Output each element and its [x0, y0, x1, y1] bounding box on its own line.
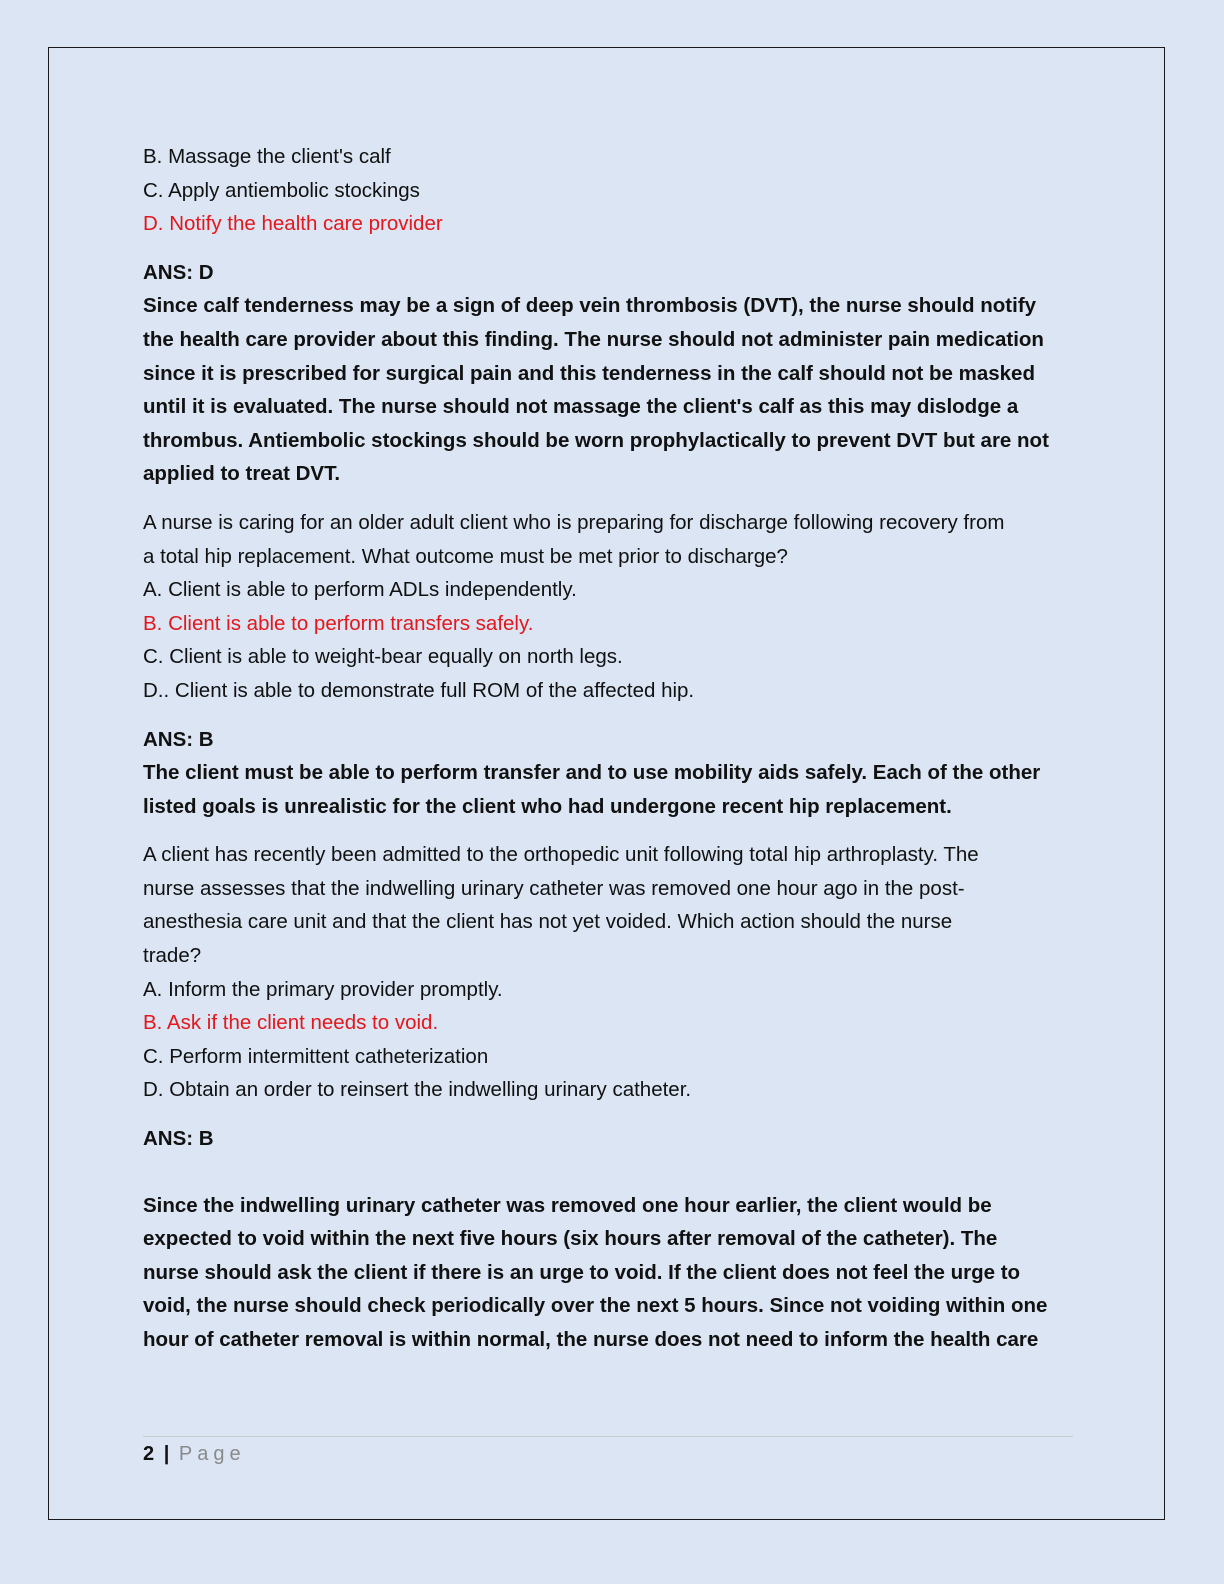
q3-explanation [143, 1189, 1078, 1357]
explanation-line: Since the indwelling urinary catheter was removed one hour earlier, the client would be [143, 1193, 992, 1217]
explanation-line: void, the nurse should check periodically over the next 5 hours. Since not voiding within one [143, 1294, 1048, 1318]
option-a: A. Client is able to perform ADLs independently. [143, 578, 577, 602]
explanation-line: applied to treat DVT. [143, 462, 341, 486]
q3-answer: ANS: B [143, 1127, 214, 1151]
q2-options [143, 573, 1078, 707]
explanation-line: expected to void within the next five hours (six hours after removal of the catheter). The [143, 1227, 998, 1251]
explanation-line: since it is prescribed for surgical pain and this tenderness in the calf should not be masked [143, 361, 1035, 385]
explanation-line: The client must be able to perform transfer and to use mobility aids safely. Each of the other [143, 761, 1041, 785]
option-b-correct: B. Ask if the client needs to void. [143, 1011, 439, 1035]
q1-answer: ANS: D [143, 260, 214, 284]
explanation-line: the health care provider about this finding. The nurse should not administer pain medication [143, 327, 1044, 351]
page-footer [143, 1440, 246, 1468]
explanation-line: nurse should ask the client if there is an urge to void. If the client does not feel the urge to [143, 1260, 1021, 1284]
q1-explanation [143, 289, 1078, 491]
question-line: trade? [143, 944, 202, 968]
page-label: Page [178, 1443, 246, 1465]
q2-answer: ANS: B [143, 727, 214, 751]
question-line: a total hip replacement. What outcome must be met prior to discharge? [143, 544, 788, 568]
q2-explanation [143, 756, 1078, 823]
option-c: C. Apply antiembolic stockings [143, 178, 420, 202]
q3-options [143, 973, 1078, 1107]
q2-question [143, 506, 1078, 573]
explanation-line: Since calf tenderness may be a sign of deep vein thrombosis (DVT), the nurse should notify [143, 294, 1037, 318]
q3-question [143, 838, 1078, 972]
question-line: A nurse is caring for an older adult client who is preparing for discharge following recovery from [143, 510, 1005, 534]
page-number: 2 [143, 1443, 155, 1465]
option-d: D. Obtain an order to reinsert the indwelling urinary catheter. [143, 1078, 692, 1102]
explanation-line: thrombus. Antiembolic stockings should be worn prophylactically to prevent DVT but are not [143, 428, 1049, 452]
explanation-line: until it is evaluated. The nurse should not massage the client's calf as this may dislodge a [143, 395, 1019, 419]
document-body [143, 140, 1078, 1357]
footer-divider [143, 1436, 1073, 1437]
option-c: C. Perform intermittent catheterization [143, 1044, 489, 1068]
q1-options [143, 140, 1078, 241]
explanation-line: listed goals is unrealistic for the client who had undergone recent hip replacement. [143, 794, 952, 818]
question-line: A client has recently been admitted to the orthopedic unit following total hip arthroplasty. The [143, 843, 979, 867]
explanation-line: hour of catheter removal is within normal, the nurse does not need to inform the health care [143, 1328, 1039, 1351]
question-line: anesthesia care unit and that the client has not yet voided. Which action should the nurse [143, 910, 953, 934]
option-b: B. Massage the client's calf [143, 145, 391, 168]
option-a: A. Inform the primary provider promptly. [143, 977, 503, 1001]
question-line: nurse assesses that the indwelling urinary catheter was removed one hour ago in the post- [143, 876, 965, 900]
footer-separator: | [163, 1443, 170, 1465]
option-c: C. Client is able to weight-bear equally on north legs. [143, 645, 623, 669]
option-d: D.. Client is able to demonstrate full ROM of the affected hip. [143, 678, 695, 702]
option-b-correct: B. Client is able to perform transfers safely. [143, 611, 534, 635]
option-d-correct: D. Notify the health care provider [143, 212, 443, 236]
